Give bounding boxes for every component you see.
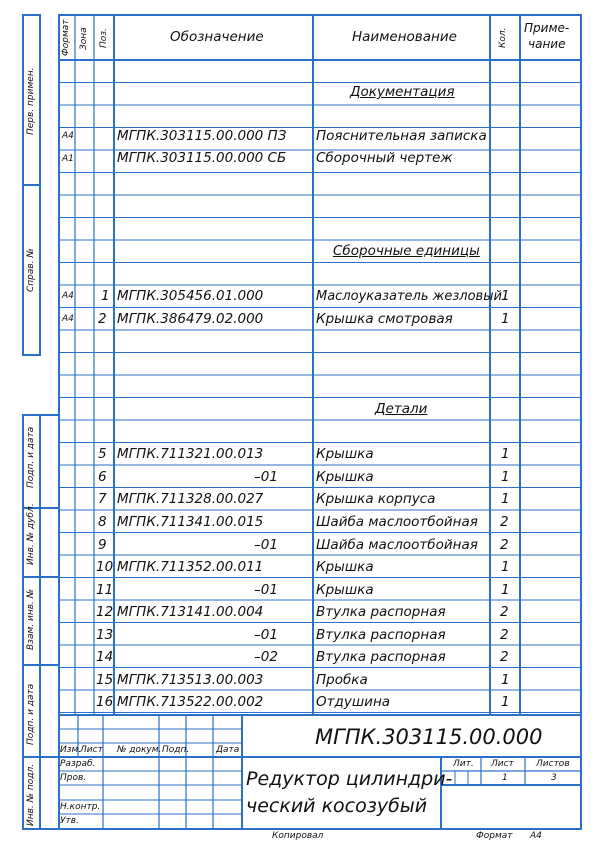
row-designation: МГПК.711352.00.011 (117, 559, 264, 575)
row-qty: 1 (501, 559, 510, 575)
row-format: А1 (62, 154, 74, 164)
row-name: Крышка корпуса (316, 491, 436, 507)
row-qty: 1 (501, 694, 510, 710)
row-pos: 7 (98, 491, 107, 507)
section-documentation: Документация (350, 84, 455, 100)
row-suffix: –01 (254, 582, 278, 598)
product-name-line2: ческий косозубый (246, 795, 428, 817)
row-pos: 9 (98, 537, 107, 553)
product-name-line1: Редуктор цилиндри- (246, 768, 453, 790)
row-name: Крышка (316, 582, 374, 598)
row-name: Шайба маслоотбойная (316, 537, 478, 553)
row-name: Втулка распорная (316, 649, 446, 665)
row-designation: МГПК.713141.00.004 (117, 604, 264, 620)
row-pos: 13 (96, 627, 114, 643)
header-zone: Зона (79, 27, 89, 50)
row-name: Крышка смотровая (316, 311, 453, 327)
header-name: Наименование (352, 29, 457, 45)
row-designation: МГПК.711321.00.013 (117, 446, 264, 462)
sidebar-perv-primen: Перв. примен. (26, 67, 36, 135)
row-designation: МГПК.303115.00.000 СБ (117, 150, 287, 166)
row-format: А4 (62, 314, 74, 324)
row-qty: 1 (501, 311, 510, 327)
row-qty: 1 (501, 582, 510, 598)
row-qty: 2 (500, 604, 509, 620)
sidebar-sprav-no: Справ. № (26, 248, 36, 292)
row-pos: 10 (96, 559, 114, 575)
row-suffix: –01 (254, 469, 278, 485)
footer-format-value: А4 (530, 831, 542, 841)
row-pos: 14 (96, 649, 114, 665)
row-suffix: –02 (254, 649, 278, 665)
sidebar-vzam-inv: Взам. инв. № (26, 588, 36, 650)
header-qty: Кол. (498, 27, 508, 48)
row-qty: 2 (500, 649, 509, 665)
row-pos: 16 (96, 694, 114, 710)
row-format: А4 (62, 291, 74, 301)
row-qty: 1 (501, 469, 510, 485)
row-designation: МГПК.713522.00.002 (117, 694, 264, 710)
row-name: Пробка (316, 672, 368, 688)
row-suffix: –01 (254, 537, 278, 553)
row-pos: 8 (98, 514, 107, 530)
role-razrab: Разраб. (60, 759, 96, 769)
row-designation: МГПК.711341.00.015 (117, 514, 264, 530)
row-name: Крышка (316, 446, 374, 462)
doc-number: МГПК.303115.00.000 (315, 725, 543, 749)
row-qty: 1 (501, 491, 510, 507)
header-note-1: Приме- (524, 21, 570, 35)
sheet-value: 1 (502, 773, 508, 783)
row-suffix: –01 (254, 627, 278, 643)
row-qty: 1 (501, 446, 510, 462)
sidebar-inv-dubl: Инв. № дубл. (26, 503, 36, 565)
lit-label: Лит. (453, 759, 474, 769)
row-pos: 11 (96, 582, 114, 598)
row-name: Крышка (316, 469, 374, 485)
row-qty: 1 (501, 672, 510, 688)
header-pos: Поз. (99, 28, 109, 48)
row-pos: 1 (101, 288, 110, 304)
row-pos: 12 (96, 604, 114, 620)
col-izm: Изм. (60, 745, 82, 755)
footer-copied: Копировал (272, 831, 324, 841)
row-qty: 2 (500, 627, 509, 643)
row-name: Втулка распорная (316, 604, 446, 620)
section-assemblies: Сборочные единицы (333, 243, 480, 259)
row-qty: 1 (501, 288, 510, 304)
col-podp: Подп. (162, 745, 190, 755)
row-pos: 2 (98, 311, 107, 327)
role-prov: Пров. (60, 773, 87, 783)
row-name: Шайба маслоотбойная (316, 514, 478, 530)
col-ndoc: № докум. (117, 745, 162, 755)
row-name: Маслоуказатель жезловый (316, 289, 502, 304)
header-note-2: чание (528, 37, 566, 51)
row-designation: МГПК.713513.00.003 (117, 672, 264, 688)
row-format: А4 (62, 131, 74, 141)
header-designation: Обозначение (170, 29, 264, 45)
section-parts: Детали (375, 401, 428, 417)
col-list: Лист (80, 745, 103, 755)
row-qty: 2 (500, 537, 509, 553)
row-qty: 2 (500, 514, 509, 530)
header-format: Формат (61, 19, 71, 56)
role-nkontr: Н.контр. (60, 802, 101, 812)
row-designation: МГПК.386479.02.000 (117, 311, 264, 327)
sidebar-inv-podl: Инв. № подл. (26, 763, 36, 826)
row-pos: 6 (98, 469, 107, 485)
role-utv: Утв. (60, 816, 79, 826)
row-name: Пояснительная записка (316, 128, 487, 144)
sheets-value: 3 (551, 773, 557, 783)
row-pos: 5 (98, 446, 107, 462)
row-designation: МГПК.303115.00.000 ПЗ (117, 128, 287, 144)
row-designation: МГПК.711328.00.027 (117, 491, 264, 507)
row-name: Сборочный чертеж (316, 150, 453, 166)
sidebar-podp-data-1: Подп. и дата (26, 426, 36, 488)
row-pos: 15 (96, 672, 114, 688)
row-name: Отдушина (316, 694, 391, 710)
row-name: Крышка (316, 559, 374, 575)
row-designation: МГПК.305456.01.000 (117, 288, 264, 304)
sidebar-podp-data-2: Подп. и дата (26, 683, 36, 745)
footer-format-label: Формат (476, 831, 513, 841)
sheet-label: Лист (491, 759, 514, 769)
row-name: Втулка распорная (316, 627, 446, 643)
col-data: Дата (216, 745, 240, 755)
sheets-label: Листов (536, 759, 570, 769)
